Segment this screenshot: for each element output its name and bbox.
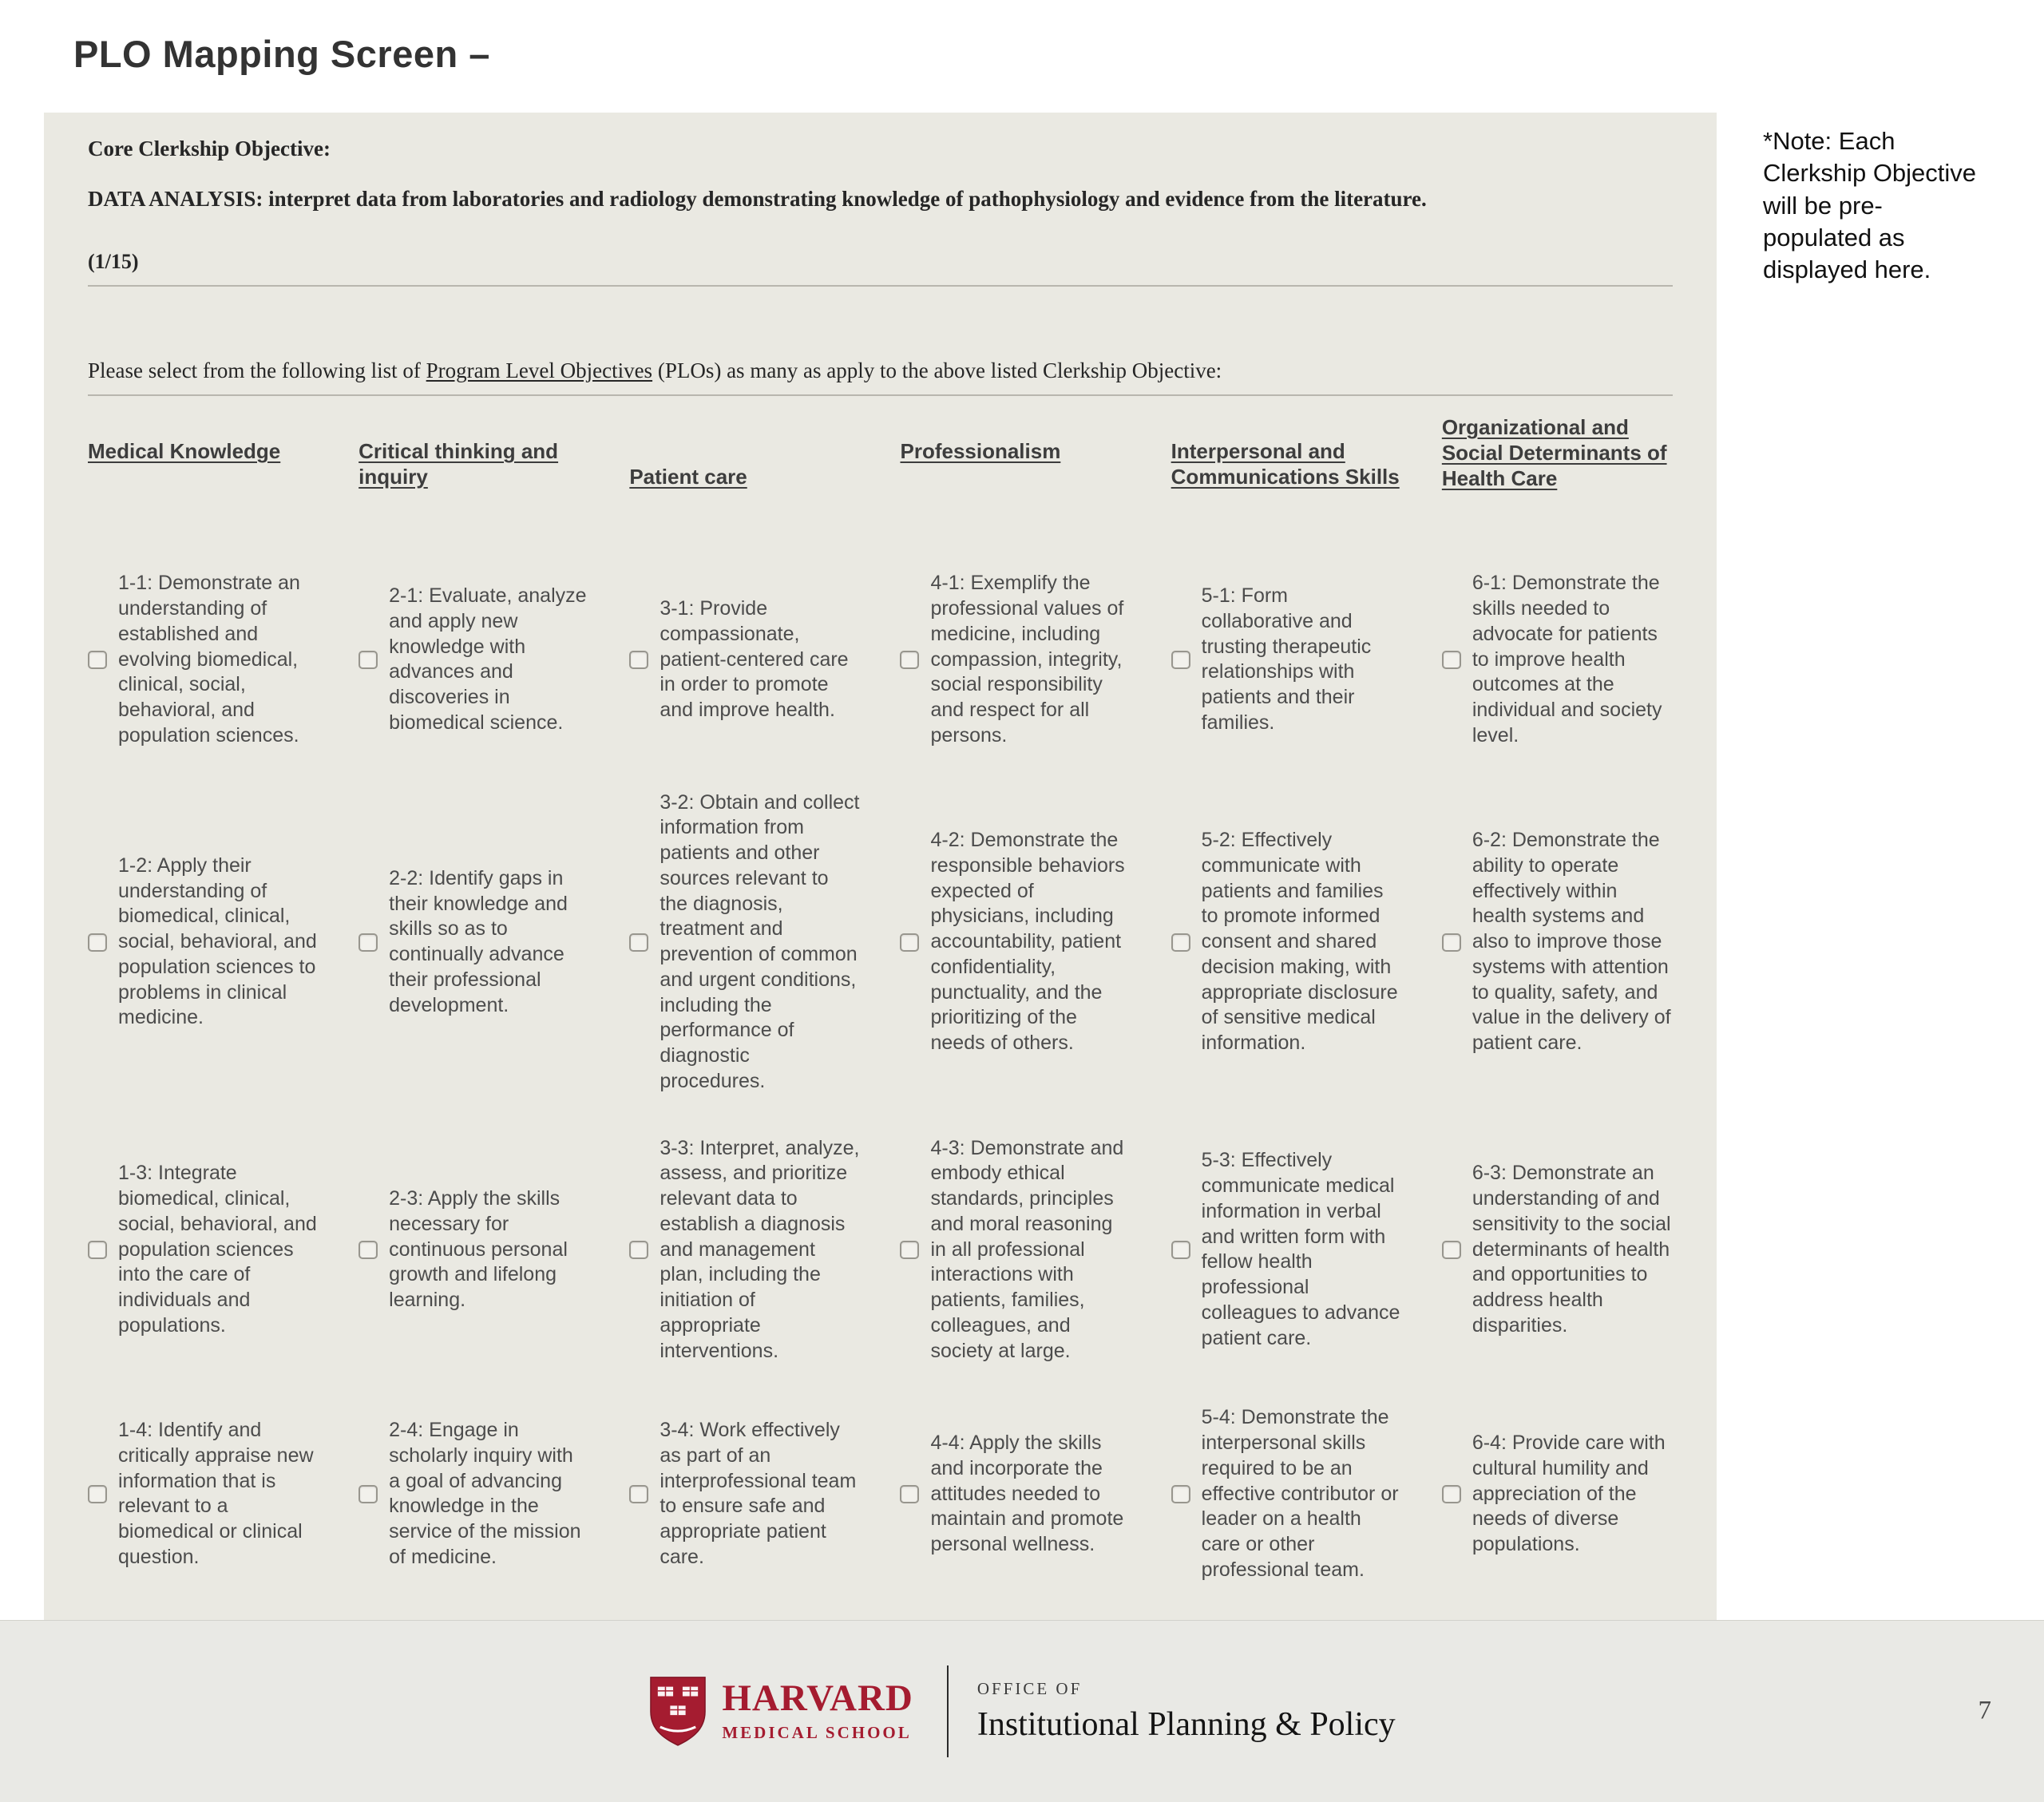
plo-checkbox-4-4[interactable] (900, 1485, 919, 1503)
program-level-objectives-link[interactable]: Program Level Objectives (426, 358, 653, 383)
column-header (358, 415, 589, 528)
plo-grid (88, 415, 1673, 1582)
plo-item-2-4 (358, 1418, 589, 1570)
plo-checkbox-2-1[interactable] (358, 651, 378, 669)
brand-subtitle: MEDICAL SCHOOL (722, 1722, 912, 1742)
column-header-label: Medical Knowledge (88, 439, 281, 464)
plo-item-text: 4-1: Exemplify the professional values of medicine, including compassion, integrity, social responsibility and respect for all persons. (930, 572, 1124, 747)
column-header (629, 415, 860, 529)
plo-checkbox-3-1[interactable] (629, 651, 648, 669)
office-name: Institutional Planning & Policy (976, 1705, 1396, 1743)
plo-item-3-2 (629, 790, 860, 1095)
plo-checkbox-2-3[interactable] (358, 1241, 378, 1259)
plo-mapping-form (44, 113, 1717, 1620)
plo-item-5-3 (1171, 1148, 1402, 1351)
plo-item-2-1 (358, 584, 589, 736)
plo-checkbox-1-3[interactable] (88, 1241, 107, 1259)
side-note: *Note: Each Clerkship Objective will be pre-populated as displayed here. (1763, 127, 1977, 284)
plo-item-5-4 (1171, 1405, 1402, 1582)
column-header (88, 415, 319, 503)
plo-item-text: 1-4: Identify and critically appraise new information that is relevant to a biomedical or clinical question. (118, 1419, 314, 1568)
office-block (977, 1679, 1396, 1744)
plo-item-text: 2-4: Engage in scholarly inquiry with a goal of advancing knowledge in the service of the mission of medicine. (389, 1419, 581, 1568)
plo-item-3-4 (629, 1418, 860, 1570)
plo-item-6-4 (1442, 1431, 1673, 1558)
plo-item-text: 3-1: Provide compassionate, patient-centered care in order to promote and improve health. (660, 597, 849, 722)
harvard-shield-logo (648, 1674, 707, 1748)
plo-item-6-2 (1442, 828, 1673, 1056)
plo-item-text: 6-1: Demonstrate the skills needed to advocate for patients to improve health outcomes at the individual and society level. (1472, 572, 1662, 747)
plo-checkbox-2-4[interactable] (358, 1485, 378, 1503)
clerkship-objective-text: DATA ANALYSIS: interpret data from laboratories and radiology demonstrating knowledge of pathophysiology and evidence from the literature. (88, 187, 1427, 211)
column-header-label: Professionalism (900, 439, 1061, 464)
plo-item-text: 1-3: Integrate biomedical, clinical, social, behavioral, and population sciences into the care of individuals and populations. (118, 1162, 317, 1337)
plo-checkbox-1-1[interactable] (88, 651, 107, 669)
plo-item-text: 6-2: Demonstrate the ability to operate effectively within health systems and also to improve those systems with attention to quality, safety, and value in the delivery of patient care. (1472, 829, 1671, 1055)
plo-item-4-4 (900, 1431, 1131, 1558)
column-header-label: Organizational and Social Determinants of Health Care (1441, 415, 1667, 490)
plo-item-text: 1-2: Apply their understanding of biomedical, clinical, social, behavioral, and population sciences to problems in clinical medicine. (118, 853, 317, 1029)
divider (88, 285, 1673, 287)
plo-checkbox-5-2[interactable] (1171, 933, 1190, 952)
plo-item-text: 5-3: Effectively communicate medical information in verbal and written form with fellow health professional colleagues to advance patient care. (1201, 1149, 1400, 1349)
plo-checkbox-5-3[interactable] (1171, 1241, 1190, 1259)
brand-text (722, 1677, 913, 1743)
column-header (1171, 415, 1402, 528)
plo-checkbox-6-2[interactable] (1442, 933, 1461, 952)
plo-item-text: 2-2: Identify gaps in their knowledge and skills so as to continually advance their professional development. (389, 866, 568, 1016)
content-row (0, 76, 2044, 1620)
plo-checkbox-1-4[interactable] (88, 1485, 107, 1503)
plo-item-1-3 (88, 1161, 319, 1338)
plo-item-text: 2-3: Apply the skills necessary for continuous personal growth and lifelong learning. (389, 1187, 568, 1312)
footer-divider (947, 1665, 949, 1757)
brand-name: HARVARD (722, 1677, 913, 1719)
plo-item-5-2 (1171, 828, 1402, 1056)
plo-item-1-2 (88, 853, 319, 1031)
plo-item-4-2 (900, 828, 1131, 1056)
plo-item-4-1 (900, 571, 1131, 748)
instruction-suffix: (PLOs) as many as apply to the above listed Clerkship Objective: (652, 358, 1222, 383)
plo-item-text: 5-4: Demonstrate the interpersonal skills required to be an effective contributor or leader on a health care or other professional team. (1201, 1406, 1399, 1581)
plo-checkbox-5-4[interactable] (1171, 1485, 1190, 1503)
plo-item-text: 6-3: Demonstrate an understanding of and sensitivity to the social determinants of health and opportunities to address health disparities. (1472, 1162, 1671, 1337)
instruction-text (88, 358, 1673, 383)
plo-item-text: 4-3: Demonstrate and embody ethical standards, principles and moral reasoning in all professional interactions with patients, families, colleagues, and society at large. (930, 1136, 1124, 1362)
plo-checkbox-4-1[interactable] (900, 651, 919, 669)
footer-branding (648, 1665, 1395, 1757)
plo-item-text: 2-1: Evaluate, analyze and apply new knowledge with advances and discoveries in biomedical science. (389, 584, 587, 734)
column-header-label: Interpersonal and Communications Skills (1171, 439, 1400, 489)
plo-checkbox-4-2[interactable] (900, 933, 919, 952)
plo-item-3-1 (629, 596, 860, 723)
plo-item-1-4 (88, 1418, 319, 1570)
column-header (1442, 415, 1673, 529)
core-clerkship-objective-label: Core Clerkship Objective: (88, 137, 331, 160)
page-number: 7 (1978, 1696, 1991, 1725)
plo-checkbox-6-1[interactable] (1442, 651, 1461, 669)
plo-item-text: 4-2: Demonstrate the responsible behaviors expected of physicians, including accountability, patient confidentiality, punctuality, and the prioritizing of the needs of others. (930, 829, 1125, 1055)
plo-item-text: 5-1: Form collaborative and trusting therapeutic relationships with patients and their families. (1201, 584, 1372, 734)
plo-item-text: 4-4: Apply the skills and incorporate the attitudes needed to maintain and promote personal wellness. (930, 1432, 1124, 1556)
plo-item-text: 3-4: Work effectively as part of an interprofessional team to ensure safe and appropriate patient care. (660, 1419, 857, 1568)
slide-footer (0, 1620, 2044, 1802)
plo-item-3-3 (629, 1136, 860, 1364)
plo-item-2-3 (358, 1186, 589, 1313)
plo-item-2-2 (358, 866, 589, 1019)
plo-checkbox-3-3[interactable] (629, 1241, 648, 1259)
plo-checkbox-6-4[interactable] (1442, 1485, 1461, 1503)
plo-item-4-3 (900, 1136, 1131, 1364)
plo-item-text: 5-2: Effectively communicate with patients and families to promote informed consent and shared decision making, with appropriate disclosure of sensitive medical information. (1201, 829, 1398, 1055)
plo-checkbox-1-2[interactable] (88, 933, 107, 952)
plo-checkbox-3-2[interactable] (629, 933, 648, 952)
divider (88, 394, 1673, 396)
column-header-label: Critical thinking and inquiry (358, 439, 559, 489)
plo-checkbox-6-3[interactable] (1442, 1241, 1461, 1259)
plo-checkbox-3-4[interactable] (629, 1485, 648, 1503)
plo-item-1-1 (88, 571, 319, 748)
plo-checkbox-4-3[interactable] (900, 1241, 919, 1259)
plo-item-6-3 (1442, 1161, 1673, 1338)
instruction-prefix: Please select from the following list of (88, 358, 426, 383)
plo-item-6-1 (1442, 571, 1673, 748)
plo-checkbox-2-2[interactable] (358, 933, 378, 952)
plo-checkbox-5-1[interactable] (1171, 651, 1190, 669)
objective-counter: (1/15) (88, 250, 139, 274)
plo-item-text: 3-3: Interpret, analyze, assess, and prioritize relevant data to establish a diagnosis and management plan, including the initiation of appropriate interventions. (660, 1136, 860, 1362)
plo-item-text: 6-4: Provide care with cultural humility and appreciation of the needs of diverse populations. (1472, 1432, 1666, 1556)
plo-item-text: 3-2: Obtain and collect information from patients and other sources relevant to the diagnosis, treatment and prevention of common and urgent conditions, including the performance of diagnostic procedures. (660, 790, 860, 1092)
office-label: OFFICE OF (976, 1678, 1083, 1698)
column-header (900, 415, 1131, 503)
column-header-label: Patient care (629, 465, 747, 489)
plo-item-text: 1-1: Demonstrate an understanding of established and evolving biomedical, clinical, social, behavioral, and population sciences. (118, 572, 300, 747)
page-title: PLO Mapping Screen – (73, 33, 490, 75)
plo-item-5-1 (1171, 584, 1402, 736)
